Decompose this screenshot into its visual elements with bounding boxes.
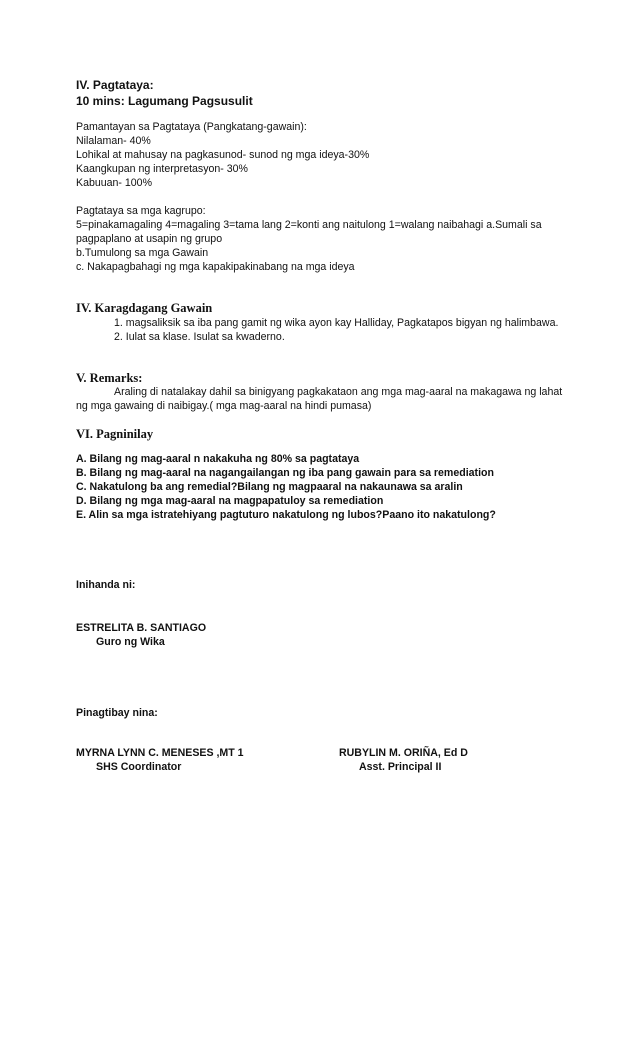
signer2-role: Asst. Principal II — [359, 761, 442, 773]
karagdagang-item: 2. Iulat sa klase. Isulat sa kwaderno. — [114, 331, 285, 343]
pagninilay-title: VI. Pagninilay — [76, 427, 154, 441]
prepared-label: Inihanda ni: — [76, 579, 136, 591]
group-eval-heading: Pagtataya sa mga kagrupo: — [76, 205, 206, 217]
karagdagang-title: IV. Karagdagang Gawain — [76, 301, 213, 315]
criteria-item: Nilalaman- 40% — [76, 135, 151, 147]
pagninilay-item: E. Alin sa mga istratehiyang pagtuturo nakatulong ng lubos?Paano ito nakatulong? — [76, 509, 496, 521]
group-eval-line: pagpaplano at usapin ng grupo — [76, 233, 223, 245]
group-eval-line: b.Tumulong sa mga Gawain — [76, 247, 209, 259]
signer1-name: MYRNA LYNN C. MENESES ,MT 1 — [76, 747, 244, 759]
approved-label: Pinagtibay nina: — [76, 707, 158, 719]
section-iv-subtitle: 10 mins: Lagumang Pagsusulit — [76, 94, 253, 108]
criteria-item: Kabuuan- 100% — [76, 177, 152, 189]
pagninilay-item: C. Nakatulong ba ang remedial?Bilang ng magpaaral na nakaunawa sa aralin — [76, 481, 463, 493]
pagninilay-item: A. Bilang ng mag-aaral n nakakuha ng 80% sa pagtataya — [76, 453, 360, 465]
remarks-line: ng mga gawaing di naibigay.( mga mag-aaral na hindi pumasa) — [76, 400, 372, 412]
prepared-role: Guro ng Wika — [96, 636, 165, 648]
group-eval-line: 5=pinakamagaling 4=magaling 3=tama lang 2=konti ang naitulong 1=walang naibahagi a.Sumali sa — [76, 219, 542, 231]
section-iv-title: IV. Pagtataya: — [76, 78, 154, 92]
karagdagang-item: 1. magsaliksik sa iba pang gamit ng wika ayon kay Halliday, Pagkatapos bigyan ng halimbawa. — [114, 317, 559, 329]
group-eval-line: c. Nakapagbahagi ng mga kapakipakinabang na mga ideya — [76, 261, 355, 273]
pagninilay-item: B. Bilang ng mag-aaral na nagangailangan ng iba pang gawain para sa remediation — [76, 467, 494, 479]
signer1-role: SHS Coordinator — [96, 761, 182, 773]
criteria-item: Kaangkupan ng interpretasyon- 30% — [76, 163, 248, 175]
remarks-line: Araling di natalakay dahil sa binigyang pagkakataon ang mga mag-aaral na makagawa ng lahat — [114, 386, 563, 398]
remarks-title: V. Remarks: — [76, 371, 143, 385]
criteria-item: Lohikal at mahusay na pagkasunod- sunod ng mga ideya-30% — [76, 149, 370, 161]
signer2-name: RUBYLIN M. ORIÑA, Ed D — [339, 747, 468, 759]
criteria-heading: Pamantayan sa Pagtataya (Pangkatang-gawain): — [76, 121, 307, 133]
prepared-name: ESTRELITA B. SANTIAGO — [76, 622, 207, 634]
pagninilay-item: D. Bilang ng mga mag-aaral na magpapatuloy sa remediation — [76, 495, 384, 507]
